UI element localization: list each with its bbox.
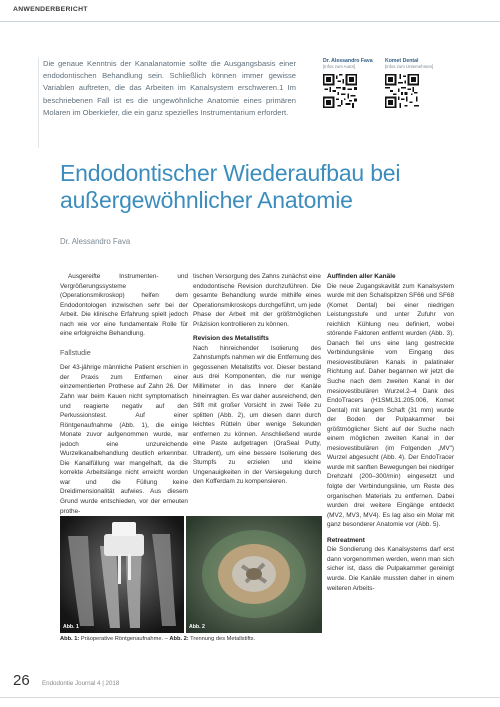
qr-code-icon[interactable] <box>385 74 419 108</box>
figure-row <box>60 516 322 633</box>
qr-code-icon[interactable] <box>323 74 357 108</box>
caption-label: Abb. 2: <box>169 636 189 642</box>
section-heading: Retreatment <box>327 536 365 544</box>
paragraph: Die neue Zugangskavität zum Kanalsystem wurde mit den Schallspitzen SF66 und SF68 (Komet Dental) bei einer niedrigen Leistungsstufe und unter Zufuhr von reichlich Kühlung neu definiert, wobei störende Faktoren entfernt wurden (Abb. 3). Danach fiel uns eine lang gestreckte Verbindungslinie vom Eingang des mesiovestibulären Kanals in palatinaler Richtung auf. Daher begannen wir jetzt die Suche nach dem zweiten Kanal in der mesiovestibulären Wurzel.2–4 Dank des EndoTracers (H1SML31.205.006, Komet Dental) mit langem Schaft (31 mm) wurde der Boden der Pulpakammer bei größtmöglicher Sicht auf der Suche nach einem möglichen zweiten Kanal in der mesiovestibulären (im Folgenden „MV") Wurzel abgesucht (Abb. 4). Der EndoTracer wurde mit sanften Bewegungen bei niedriger Drehzahl (200–300/min) eingesetzt und folgte der Verbindungslinie, um Reste des organischen Materials zu entfernen. Dabei wurden drei weitere Eingänge entdeckt (MV2, MV3, MV4). Es lag also ein Molar mit ganz besonderer Anatomie vor (Abb. 5). <box>327 282 454 529</box>
text-column-3 <box>327 272 454 593</box>
qr-card-author[interactable] <box>323 58 385 108</box>
article-title: Endodontischer Wiederaufbau bei außergewöhnlicher Anatomie <box>60 160 401 213</box>
section-heading: Fallstudie <box>60 347 91 357</box>
figure-label: Abb. 1 <box>63 624 79 630</box>
clinical-photo <box>186 516 322 633</box>
paragraph: Der 43-jährige männliche Patient erschien in der Praxis zum Entfernen einer einzementierten Prothese auf Zahn 26. Der Zahn war beim Kauen nicht symptomatisch und reagierte negativ auf den Perkussionstest. Auf einer Röntgenaufnahme (Abb. 1), die einige Monate zuvor aufgenommen wurde, war jedoch eine unzureichende Wurzelkanalbehandlung deutlich erkennbar. Die Kanalfüllung war mangelhaft, da die korrekte Arbeitslänge nicht erreicht worden war und die Füllung keine Dreidimensionalität aufwies. Aus diesem Grund wurde entschieden, vor der erneuten prothe- <box>60 364 188 515</box>
figure-label: Abb. 2 <box>189 624 205 630</box>
figure-caption <box>60 636 322 643</box>
paragraph: tischen Versorgung des Zahns zunächst eine endodontische Revision durchzuführen. Die gesamte Behandlung wurde mithilfe eines Operationsmikroskops durchgeführt, um jede Phase der Arbeit mit der größtmöglichen Präzision kontrollieren zu können. <box>193 273 321 328</box>
intro-box <box>38 58 300 148</box>
qr-card-subtitle: [Infos zum Autor] <box>323 64 356 69</box>
journal-name: Endodontie Journal 4 | 2018 <box>42 680 120 687</box>
text-column-2 <box>193 272 321 487</box>
paragraph: Nach hinreichender Isolierung des Zahnstumpfs nahmen wir die Entfernung des gegossenen Metallstifts vor. Dieser bestand aus drei Komponenten, die nur wenige Millimeter in das Innere der Kanäle hineinragten. Es war daher ausreichend, den Stift mit großer Vorsicht in zwei Teile zu splitten (Abb. 2), um diesen dann durch leichtes Rütteln über wenige Sekunden entfernen zu können. Anschließend wurde eine Paste aufgetragen (OraSeal Putty, Ultradent), um eine bessere Isolierung des Stumpfs zu erzielen und kleine Ungenauigkeiten in der Versiegelung durch den Kofferdam zu kompensieren. <box>193 344 321 486</box>
footer-divider <box>0 697 500 698</box>
section-heading: Auffinden aller Kanäle <box>327 273 396 280</box>
qr-card-title: Komet Dental <box>385 58 419 64</box>
section-heading: Revision des Metallstifts <box>193 335 269 343</box>
page-number: 26 <box>13 672 30 689</box>
qr-card-subtitle: [Infos zum Unternehmen] <box>385 64 434 69</box>
xray-image <box>60 516 184 633</box>
caption-label: Abb. 1: <box>60 636 80 642</box>
header-bar <box>0 0 500 22</box>
intro-text: Die genaue Kenntnis der Kanalanatomie sollte die Ausgangsbasis einer endodontischen Behandlung sein. Schließlich können immer gewisse Variablen auftreten, die das Arbeiten im Kanalsystem erschweren.1 Im beschriebenen Fall ist es die ungewöhnliche Anatomie eines primären Molaren im Oberkiefer, die ein ganz spezielles Instrumentarium erfordert. <box>43 59 296 117</box>
paragraph: Die Sondierung des Kanalsystems darf erst dann vorgenommen werden, wenn man sich sicher ist, dass die Pulpakammer gereinigt wurde. Die Kanäle mussten daher in einem weiteren Arbeits- <box>327 546 454 592</box>
article-author: Dr. Alessandro Fava <box>60 237 131 246</box>
qr-card-company[interactable] <box>385 58 447 108</box>
section-label: ANWENDERBERICHT <box>13 6 88 13</box>
qr-card-title: Dr. Alessandro Fava <box>323 58 373 64</box>
text-column-1 <box>60 272 188 516</box>
caption-text: Präoperative Röntgenaufnahme. – <box>79 636 170 642</box>
paragraph: Ausgereifte Instrumenten- und Vergrößerungssysteme (Operationsmikroskop) helfen dem Endodontologen inzwischen sehr bei der Arbeit. Die klinische Erfahrung spielt jedoch nach wie vor eine fundamentale Rolle für eine erfolgreiche Behandlung. <box>60 273 188 338</box>
caption-text: Trennung des Metallstifts. <box>188 636 256 642</box>
